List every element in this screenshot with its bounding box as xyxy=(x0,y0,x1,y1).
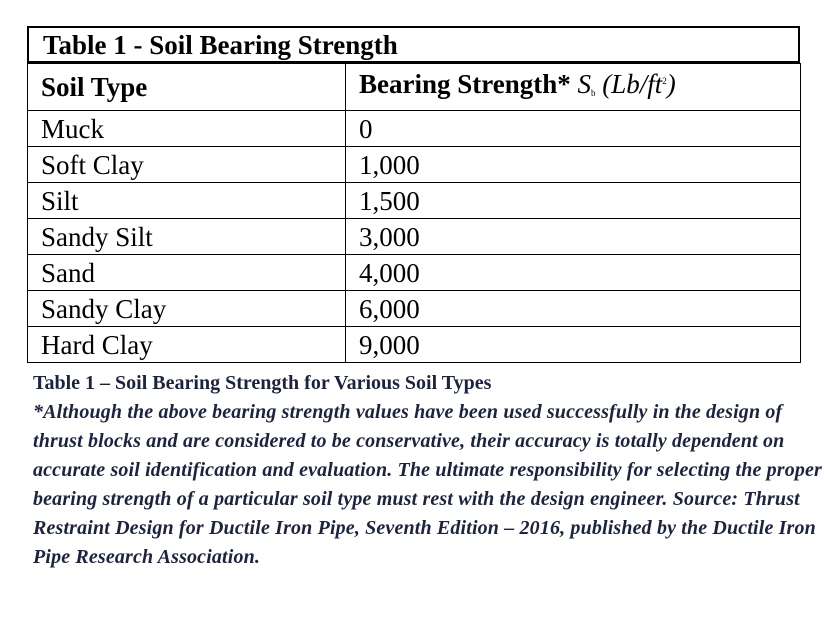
table-row xyxy=(28,183,801,219)
unit-close: ) xyxy=(666,69,676,99)
table-caption xyxy=(33,369,823,572)
strength-cell: 0 xyxy=(346,111,801,147)
soil-cell: Sand xyxy=(28,255,346,291)
header-bearing-strength xyxy=(346,64,801,111)
soil-cell: Hard Clay xyxy=(28,327,346,363)
table-row xyxy=(28,255,801,291)
strength-cell: 3,000 xyxy=(346,219,801,255)
soil-cell: Soft Clay xyxy=(28,147,346,183)
strength-cell: 1,500 xyxy=(346,183,801,219)
data-table xyxy=(27,63,801,363)
table-row xyxy=(28,111,801,147)
bearing-symbol: S xyxy=(577,69,592,99)
soil-cell: Sandy Clay xyxy=(28,291,346,327)
table-row xyxy=(28,291,801,327)
unit-open: (Lb/ft xyxy=(595,69,663,99)
strength-cell: 6,000 xyxy=(346,291,801,327)
table-row xyxy=(28,327,801,363)
table-row xyxy=(28,147,801,183)
bearing-subscript: b xyxy=(591,88,596,98)
strength-cell: 9,000 xyxy=(346,327,801,363)
unit-superscript: 2 xyxy=(662,76,667,86)
soil-cell: Silt xyxy=(28,183,346,219)
caption-title: Table 1 – Soil Bearing Strength for Various Soil Types xyxy=(33,372,492,394)
soil-cell: Muck xyxy=(28,111,346,147)
header-row xyxy=(28,64,801,111)
header-bearing-unit xyxy=(578,69,676,99)
soil-bearing-table xyxy=(27,26,800,363)
header-soil-type: Soil Type xyxy=(28,64,346,111)
soil-cell: Sandy Silt xyxy=(28,219,346,255)
strength-cell: 4,000 xyxy=(346,255,801,291)
table-title: Table 1 - Soil Bearing Strength xyxy=(27,26,800,63)
table-row xyxy=(28,219,801,255)
caption-note: *Although the above bearing strength values have been used successfully in the design of thrust blocks and are considered to be conservative, their accuracy is totally dependent on accurate soil identification and evaluation. The ultimate responsibility for selecting the proper bearing strength of a particular soil type must rest with the design engineer. Source: Thrust Restraint Design for Ductile Iron Pipe, Seventh Edition – 2016, published by the Ductile Iron Pipe Research Association. xyxy=(33,401,822,568)
header-bearing-main: Bearing Strength* xyxy=(359,69,571,99)
strength-cell: 1,000 xyxy=(346,147,801,183)
